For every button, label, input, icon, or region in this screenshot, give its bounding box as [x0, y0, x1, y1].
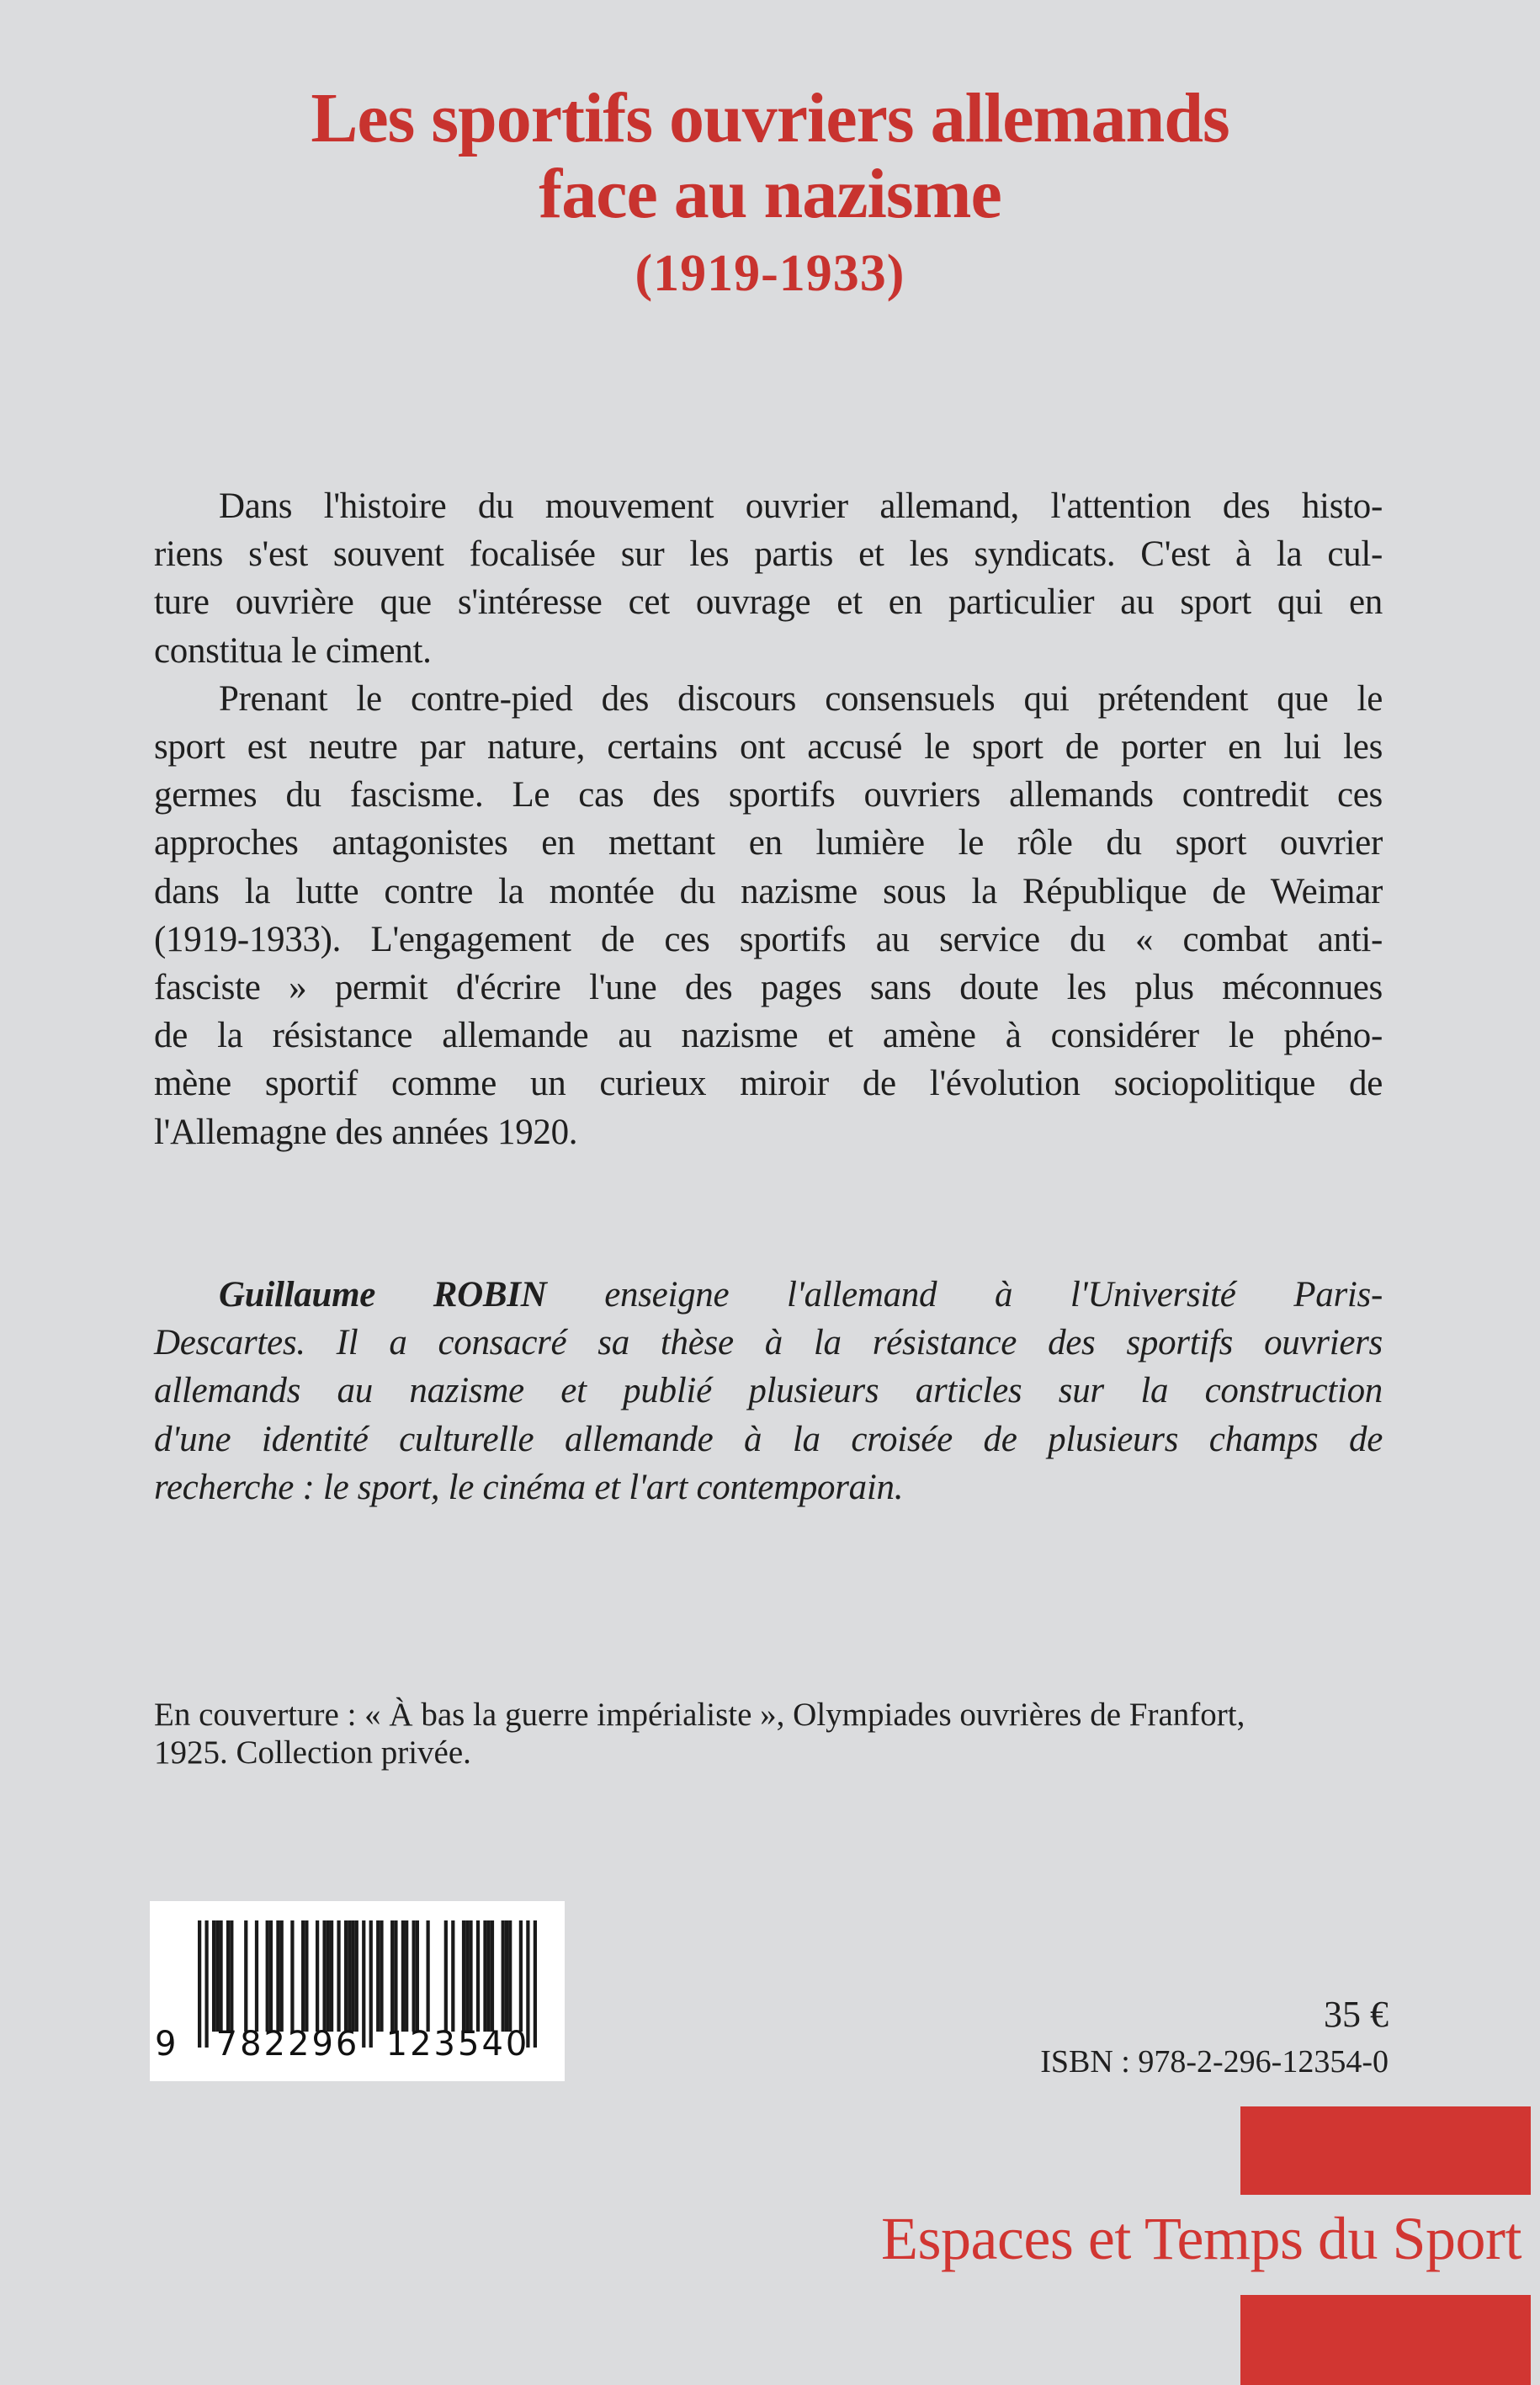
synopsis-line: fasciste » permit d'écrire l'une des pages sans doute les plus méconnues	[154, 968, 1383, 1008]
cover-credit-line: 1925. Collection privée.	[154, 1734, 471, 1771]
author-bio	[154, 1271, 1383, 1511]
isbn: ISBN : 978-2-296-12354-0	[1040, 2044, 1389, 2080]
bio-line: recherche : le sport, le cinéma et l'art contemporain.	[154, 1467, 904, 1507]
bio-line: Descartes. Il a consacré sa thèse à la résistance des sportifs ouvriers	[154, 1323, 1383, 1363]
synopsis-line: l'Allemagne des années 1920.	[154, 1112, 578, 1152]
barcode-digits-left: 782296	[215, 2025, 360, 2064]
price: 35 €	[1324, 1994, 1389, 2035]
synopsis-line: approches antagonistes en mettant en lumière le rôle du sport ouvrier	[154, 823, 1383, 863]
book-title-line1: Les sportifs ouvriers allemands	[311, 79, 1229, 157]
bio-line1-rest: enseigne l'allemand à l'Université Paris-	[546, 1275, 1383, 1315]
series-red-band-top	[1240, 2106, 1531, 2195]
synopsis-line: sport est neutre par nature, certains ont accusé le sport de porter en lui les	[154, 727, 1383, 768]
barcode-digits-right: 123540	[385, 2025, 530, 2064]
barcode-digit-first: 9	[155, 2025, 177, 2064]
cover-credit-line: En couverture : « À bas la guerre impérialiste », Olympiades ouvrières de Franfort,	[154, 1697, 1245, 1733]
synopsis-line: germes du fascisme. Le cas des sportifs ouvriers allemands contredit ces	[154, 775, 1383, 815]
synopsis-line: ture ouvrière que s'intéresse cet ouvrage et en particulier au sport qui en	[154, 582, 1383, 623]
series-red-band-bottom	[1240, 2295, 1531, 2385]
bio-line: d'une identité culturelle allemande à la croisée de plusieurs champs de	[154, 1419, 1383, 1459]
synopsis-line: Dans l'histoire du mouvement ouvrier allemand, l'attention des histo-	[219, 486, 1383, 526]
synopsis-line: (1919-1933). L'engagement de ces sportifs au service du « combat anti-	[154, 919, 1383, 959]
synopsis-line: constitua le ciment.	[154, 630, 432, 671]
synopsis-line: dans la lutte contre la montée du nazisme sous la République de Weimar	[154, 871, 1383, 911]
cover-credit	[154, 1696, 1391, 1771]
synopsis	[154, 482, 1383, 1156]
book-title-years: (1919-1933)	[635, 245, 905, 302]
barcode	[150, 1901, 565, 2081]
bio-line	[154, 1271, 1383, 1319]
synopsis-line: mène sportif comme un curieux miroir de l'évolution sociopolitique de	[154, 1064, 1383, 1104]
bio-line: allemands au nazisme et publié plusieurs articles sur la construction	[154, 1371, 1383, 1411]
synopsis-line: de la résistance allemande au nazisme et amène à considérer le phéno-	[154, 1016, 1383, 1056]
title-block	[0, 81, 1540, 307]
series-name: Espaces et Temps du Sport	[880, 2205, 1521, 2272]
book-title-line2: face au nazisme	[539, 155, 1001, 233]
author-name: Guillaume ROBIN	[219, 1275, 547, 1315]
synopsis-line: riens s'est souvent focalisée sur les partis et les syndicats. C'est à la cul-	[154, 534, 1383, 575]
synopsis-line: Prenant le contre-pied des discours consensuels qui prétendent que le	[219, 678, 1383, 719]
